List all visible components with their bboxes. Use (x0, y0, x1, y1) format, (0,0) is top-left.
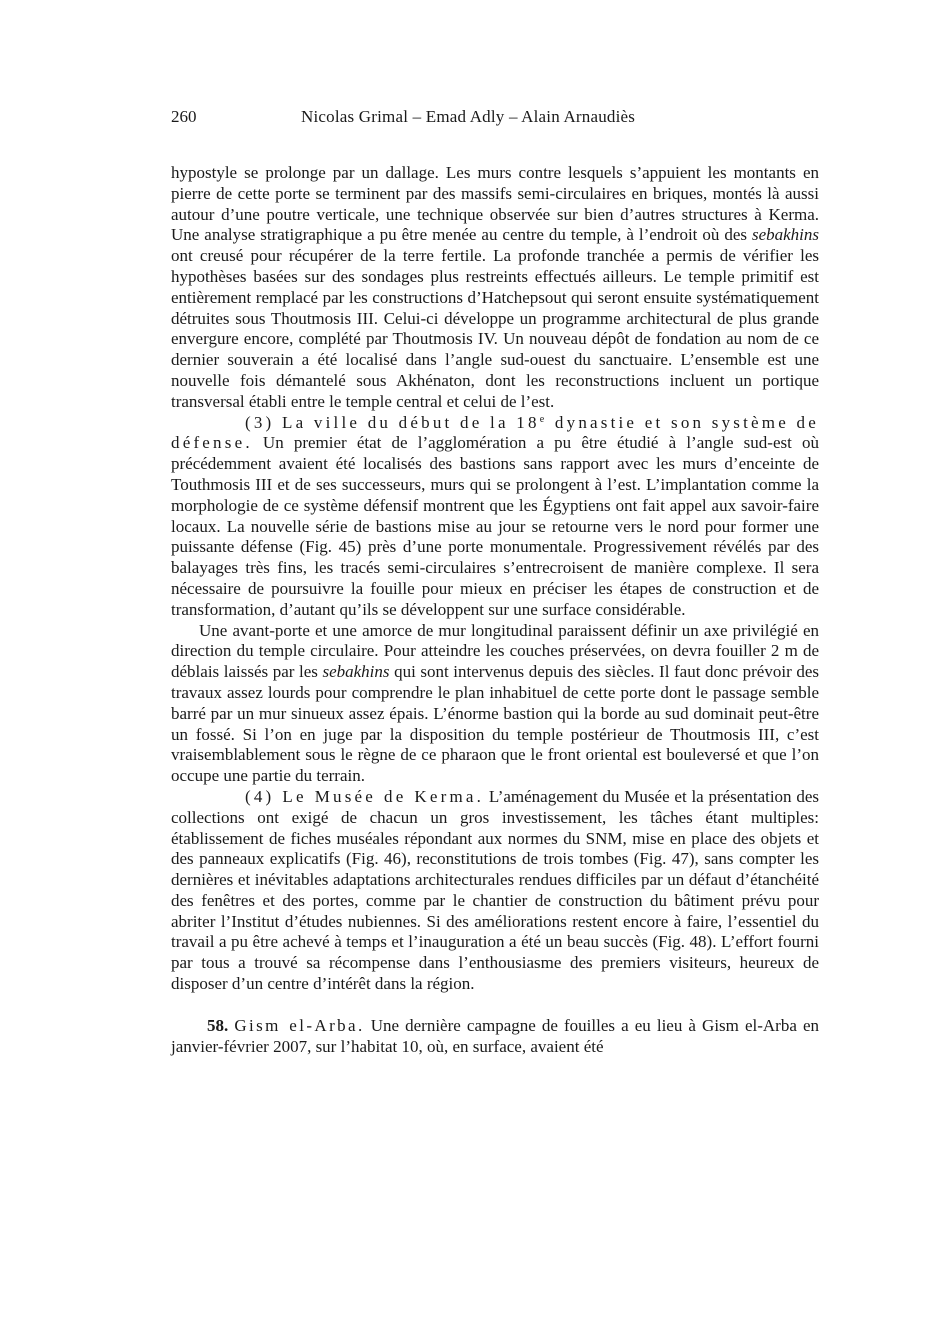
paragraph-temple-continuation (171, 163, 819, 413)
paragraph-text: Une avant-porte et une amorce de mur longitudinal paraissent définir un axe privilégié en direction du temple circulaire. Pour atteindre les couches préservées, on devra fouiller 2 m de déblais laissés par les (171, 620, 819, 682)
paragraph-museum (171, 787, 819, 995)
section-number: 58. (207, 1015, 229, 1035)
superscript: e (539, 413, 548, 425)
section-heading: (3) La ville du début de la 18e dynastie et son système de défense. (171, 412, 819, 453)
body-text (171, 163, 819, 1057)
paragraph-gism-el-arba (171, 1016, 819, 1058)
paragraph-text: hypostyle se prolonge par un dallage. Les murs contre lesquels s’appuient les montants en pierre de cette porte se terminent par des massifs semi-circulaires en briques, montés là aussi autour d’une poutre verticale, une technique observée sur bien d’autres structures à Kerma. Une analyse stratigraphique a pu être menée au centre du temple, à l’endroit où des (171, 163, 819, 245)
italic-term: sebakhins (751, 225, 819, 245)
paragraph-city-defense (171, 413, 819, 621)
paragraph-text: Une dernière campagne de fouilles a eu lieu à Gism el-Arba en janvier-février 2007, sur l’habitat 10, où, en surface, avaient été (171, 1015, 820, 1056)
italic-term: sebakhins (322, 662, 390, 682)
section-heading: Gism el-Arba. (234, 1015, 365, 1035)
page-number: 260 (171, 107, 197, 126)
paragraph-text: L’aménagement du Musée et la présentation des collections ont exigé de chacun un gros investissement, les tâches étant multiples: établissement de fiches muséales répondant aux normes du SNM, mise en place des objets et des panneaux explicatifs (Fig. 46), reconstitutions de trois tombes (Fig. 47), sans compter les dernières et inévitables adaptations architecturales rendues difficiles par un défaut d’étanchéité des fenêtres et des portes, comme par le chantier de construction du bâtiment prévu pour abriter l’Institut d’études nubiennes. Si des améliorations restent encore à faire, l’essentiel du travail a pu être achevé à temps et l’inauguration a été un beau succès (Fig. 48). L’effort fourni par tous a trouvé sa récompense dans l’enthousiasme des premiers visiteurs, heureux de disposer d’un centre d’intérêt dans la région. (171, 786, 819, 994)
journal-page (171, 106, 819, 1057)
paragraph-avant-porte (171, 621, 819, 787)
section-heading: (4) Le Musée de Kerma. (245, 786, 485, 806)
paragraph-text: qui sont intervenus depuis des siècles. Il faut donc prévoir des travaux assez lourds pour comprendre le plan inhabituel de cette porte dont le passage semble barré par un mur sinueux assez épais. L’énorme bastion qui la borde au sud dominait peut-être un fossé. Si l’on en juge par la disposition du temple postérieur de Thoutmosis III, c’est vraisemblablement sous le règne de ce pharaon que le front oriental est bouleversé et que l’on occupe une partie du terrain. (171, 662, 819, 786)
paragraph-text: Un premier état de l’agglomération a pu être étudié à l’angle sud-est où précédemment avaient été localisés des bastions sans rapport avec les murs d’enceinte de Touthmosis III et de ses successeurs, murs qui se prolongent à l’est. L’implantation comme la morphologie de ce système défensif montrent que les Égyptiens ont fait appel aux savoir-faire locaux. La nouvelle série de bastions mise au jour se retourne vers le nord pour former une puissante défense (Fig. 45) près d’une porte monumentale. Progressivement révélés par des balayages très fins, les tracés semi-circulaires s’entrecroisent de manière complexe. Il sera nécessaire de poursuivre la fouille pour mieux en préciser les étapes de construction et de transformation, d’autant qu’ils se développent sur une surface considérable. (171, 433, 819, 619)
running-head (171, 106, 819, 128)
paragraph-text: ont creusé pour récupérer de la terre fertile. La profonde tranchée a permis de vérifier les hypothèses basées sur des sondages plus restreints effectués ailleurs. Le temple primitif est entièrement remplacé par les constructions d’Hatchepsout qui seront ensuite systématiquement détruites sous Thoutmosis III. Celui-ci développe un programme architectural de plus grande envergure encore, complété par Thoutmosis IV. Un nouveau dépôt de fondation au nom de ce dernier souverain a été localisé dans l’angle sud-ouest du sanctuaire. L’ensemble est une nouvelle fois démantelé sous Akhénaton, dont les reconstructions incluent un portique transversal établi entre le temple central et celui de l’est. (171, 246, 819, 411)
header-authors: Nicolas Grimal – Emad Adly – Alain Arnaudiès (301, 107, 636, 126)
